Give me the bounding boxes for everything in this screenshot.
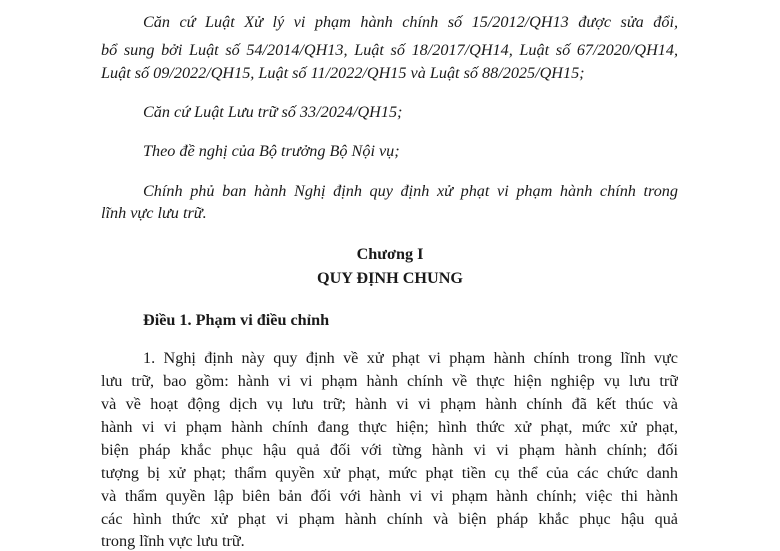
preamble-line: Căn cứ Luật Xử lý vi phạm hành chính số 15/2012/QH13 được sửa đổi,: [143, 13, 678, 31]
clause-line: 1. Nghị định này quy định về xử phạt vi phạm hành chính trong lĩnh vực: [143, 349, 678, 367]
preamble-line: Chính phủ ban hành Nghị định quy định xử phạt vi phạm hành chính trong: [143, 182, 678, 200]
clause-line: biện pháp khắc phục hậu quả đối với từng hành vi vi phạm hành chính; đối: [101, 441, 678, 459]
clause-line: trong lĩnh vực lưu trữ.: [101, 532, 245, 550]
clause-line: các hình thức xử phạt vi phạm hành chính và biện pháp khắc phục hậu quả: [101, 510, 678, 528]
preamble-line: Luật số 09/2022/QH15, Luật số 11/2022/QH15 và Luật số 88/2025/QH15;: [101, 64, 585, 82]
clause-line: tượng bị xử phạt; thẩm quyền xử phạt, mức phạt tiền cụ thể của các chức danh: [101, 464, 678, 482]
article-heading: Điều 1. Phạm vi điều chỉnh: [143, 311, 330, 329]
preamble-line: bổ sung bởi Luật số 54/2014/QH13, Luật số 18/2017/QH14, Luật số 67/2020/QH14,: [101, 41, 678, 59]
chapter-number: Chương I: [356, 245, 424, 263]
preamble-line: lĩnh vực lưu trữ.: [101, 204, 207, 222]
chapter-title: QUY ĐỊNH CHUNG: [317, 269, 463, 287]
preamble-line: Theo đề nghị của Bộ trưởng Bộ Nội vụ;: [143, 142, 400, 160]
clause-line: lưu trữ, bao gồm: hành vi vi phạm hành chính về thực hiện nghiệp vụ lưu trữ: [101, 372, 678, 390]
clause-line: hành vi vi phạm hành chính đang thực hiện; hình thức xử phạt, mức xử phạt,: [101, 418, 678, 436]
clause-line: và thẩm quyền lập biên bản đối với hành vi vi phạm hành chính; việc thi hành: [101, 487, 678, 505]
clause-line: và về hoạt động dịch vụ lưu trữ; hành vi vi phạm hành chính đã kết thúc và: [101, 395, 678, 413]
preamble-line: Căn cứ Luật Lưu trữ số 33/2024/QH15;: [143, 103, 403, 121]
